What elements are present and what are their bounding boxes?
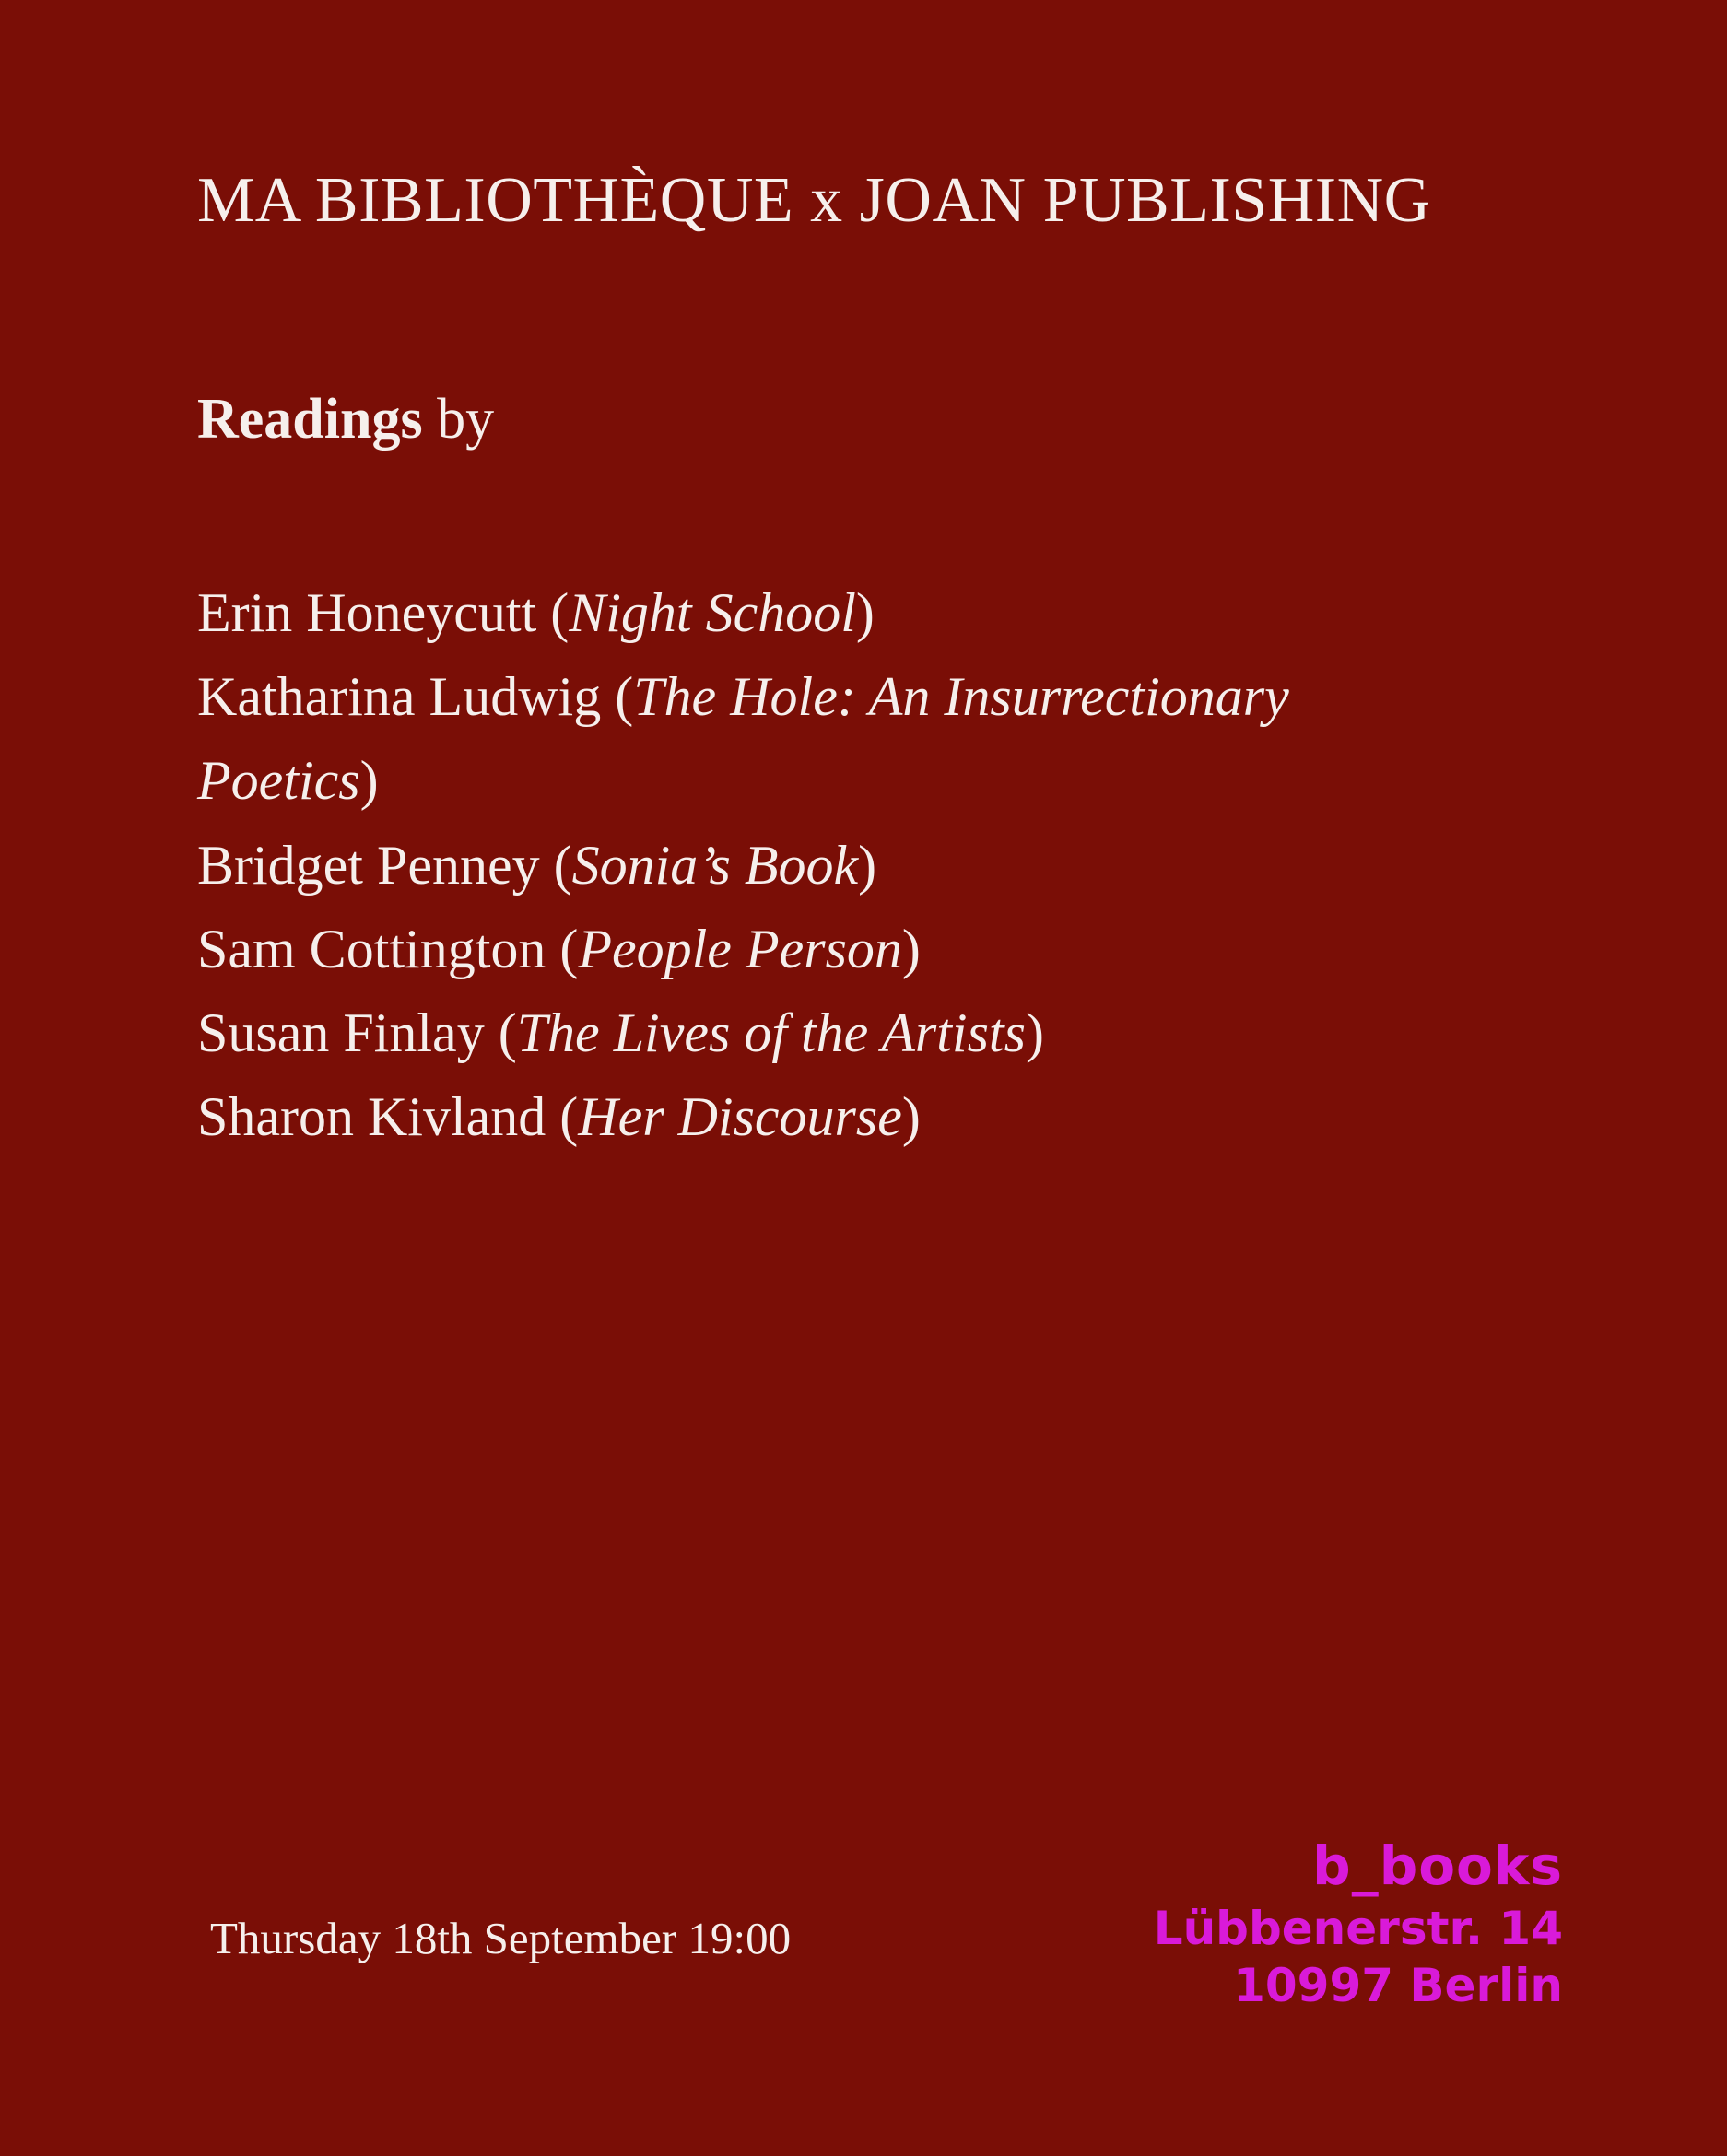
list-item	[197, 824, 1432, 908]
list-item	[197, 655, 1432, 823]
entry-paren-open: (	[498, 1002, 517, 1063]
entry-paren-close: )	[1025, 1002, 1044, 1063]
readings-label-rest: by	[422, 388, 495, 451]
entry-paren-close: )	[901, 918, 921, 979]
entry-paren-close: )	[855, 582, 875, 643]
entry-work: People Person	[578, 918, 902, 979]
event-datetime: Thursday 18th September 19:00	[210, 1913, 792, 1963]
entry-paren-open: (	[553, 834, 572, 896]
entry-paren-open: (	[559, 1086, 579, 1148]
entry-author: Katharina Ludwig	[197, 666, 616, 728]
list-item	[197, 991, 1432, 1075]
entry-author: Sharon Kivland	[197, 1086, 560, 1148]
entry-work: The Lives of the Artists	[516, 1002, 1026, 1063]
venue-street: Lübbenerstr. 14	[1153, 1901, 1563, 1955]
readings-label	[197, 387, 494, 452]
b-books-logo: b_books	[1312, 1834, 1563, 1897]
entry-author: Susan Finlay	[197, 1002, 499, 1063]
entry-author: Bridget Penney	[197, 834, 554, 896]
entry-paren-close: )	[858, 834, 877, 896]
entry-author: Erin Honeycutt	[197, 582, 551, 643]
list-item	[197, 908, 1432, 991]
venue-block	[1153, 1834, 1563, 2015]
entry-paren-close: )	[901, 1086, 921, 1148]
entry-work: Sonia’s Book	[571, 834, 859, 896]
readings-label-strong: Readings	[197, 388, 423, 451]
entry-work: The Hole: An Insurrectionary Poetics	[197, 666, 1289, 812]
entry-paren-close: )	[359, 750, 379, 812]
entry-paren-open: (	[550, 582, 570, 643]
entry-author: Sam Cottington	[197, 918, 560, 979]
page-title: MA BIBLIOTHÈQUE x JOAN PUBLISHING	[197, 165, 1431, 236]
entry-work: Her Discourse	[578, 1086, 902, 1148]
list-item	[197, 1075, 1432, 1159]
entry-paren-open: (	[615, 666, 634, 728]
readings-list	[197, 571, 1432, 1159]
entry-paren-open: (	[559, 918, 579, 979]
venue-city: 10997 Berlin	[1233, 1959, 1563, 2013]
list-item	[197, 571, 1432, 655]
entry-work: Night School	[569, 582, 856, 643]
